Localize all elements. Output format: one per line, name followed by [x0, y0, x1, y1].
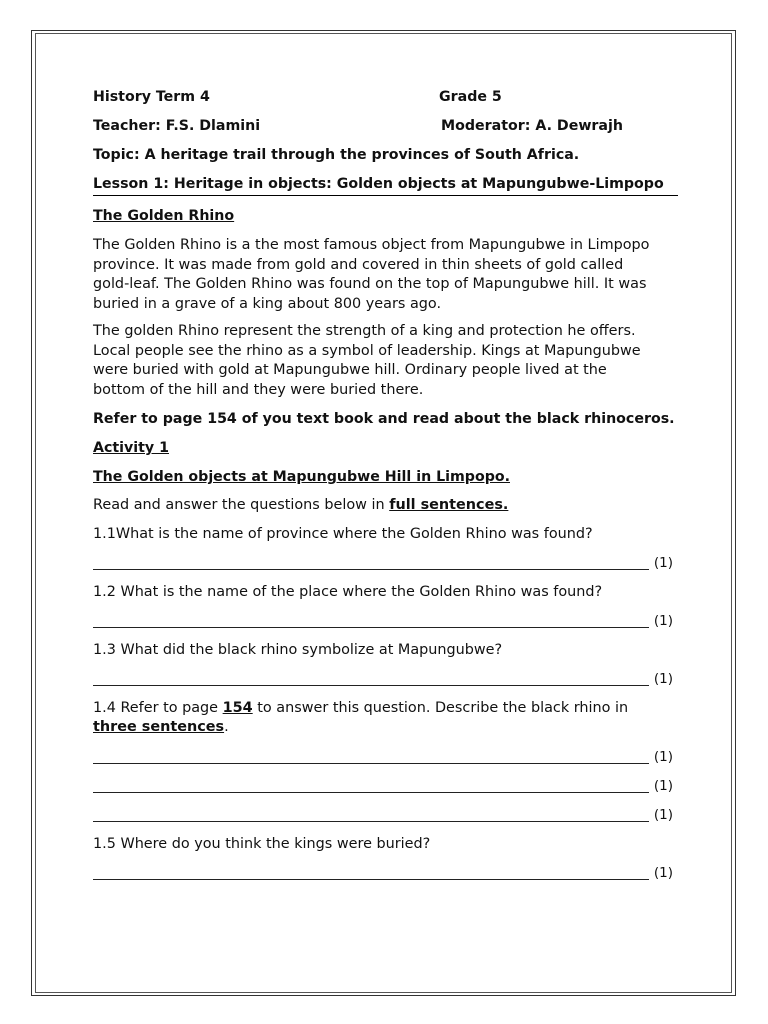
- answer-line-1-2[interactable]: [93, 627, 649, 628]
- mark-label: (1): [653, 778, 673, 794]
- activity-title: Activity 1: [93, 440, 169, 456]
- question-1-4: [93, 700, 628, 716]
- question-1-4-emphasis: three sentences: [93, 719, 225, 735]
- question-1-4-text: to answer this question. Describe the black rhino in: [252, 700, 629, 716]
- paragraph-2: [93, 322, 678, 400]
- mark-label: (1): [653, 671, 673, 687]
- paragraph-1: [93, 236, 678, 314]
- answer-row: [93, 806, 678, 826]
- answer-line-1-4b[interactable]: [93, 792, 649, 793]
- activity-subtitle: The Golden objects at Mapungubwe Hill in Limpopo.: [93, 469, 510, 485]
- paragraph-1-line: buried in a grave of a king about 800 years ago.: [93, 295, 442, 312]
- answer-row: [93, 670, 678, 690]
- answer-line-1-3[interactable]: [93, 685, 649, 686]
- topic-label: Topic: A heritage trail through the provinces of South Africa.: [93, 147, 580, 163]
- moderator-label: Moderator: A. Dewrajh: [441, 118, 623, 134]
- answer-row: [93, 777, 678, 797]
- mark-label: (1): [653, 865, 673, 881]
- teacher-label: Teacher: F.S. Dlamini: [93, 118, 261, 134]
- page-reference: 154: [222, 700, 253, 716]
- paragraph-1-line: province. It was made from gold and covered in thin sheets of gold called: [93, 256, 624, 273]
- instruction: [93, 497, 508, 513]
- answer-row: [93, 748, 678, 768]
- paragraph-1-line: gold-leaf. The Golden Rhino was found on the top of Mapungubwe hill. It was: [93, 276, 647, 292]
- mark-label: (1): [653, 613, 673, 629]
- answer-line-1-5[interactable]: [93, 879, 649, 880]
- reference-note: Refer to page 154 of you text book and read about the black rhinoceros.: [93, 411, 675, 427]
- question-1-2: 1.2 What is the name of the place where the Golden Rhino was found?: [93, 584, 603, 600]
- question-1-5: 1.5 Where do you think the kings were buried?: [93, 836, 431, 852]
- lesson-label: Lesson 1: Heritage in objects: Golden objects at Mapungubwe-Limpopo: [93, 176, 664, 192]
- paragraph-2-line: were buried with gold at Mapungubwe hill. Ordinary people lived at the: [93, 362, 607, 378]
- paragraph-2-line: The golden Rhino represent the strength of a king and protection he offers.: [93, 323, 636, 339]
- answer-line-1-4a[interactable]: [93, 763, 649, 764]
- paragraph-2-line: Local people see the rhino as a symbol of leadership. Kings at Mapungubwe: [93, 342, 641, 359]
- paragraph-1-line: The Golden Rhino is a the most famous object from Mapungubwe in Limpopo: [93, 237, 650, 253]
- answer-row: [93, 554, 678, 574]
- mark-label: (1): [653, 749, 673, 765]
- question-1-4-text: 1.4 Refer to page: [93, 700, 223, 716]
- answer-line-1-4c[interactable]: [93, 821, 649, 822]
- instruction-emphasis: full sentences.: [389, 497, 509, 513]
- answer-row: [93, 612, 678, 632]
- section-heading: The Golden Rhino: [93, 208, 235, 224]
- paragraph-2-line: bottom of the hill and they were buried there.: [93, 381, 424, 398]
- question-1-3: 1.3 What did the black rhino symbolize at Mapungubwe?: [93, 642, 503, 658]
- question-1-4-cont: [93, 719, 229, 735]
- question-1-4-end: .: [224, 719, 229, 735]
- answer-row: [93, 864, 678, 884]
- answer-line-1-1[interactable]: [93, 569, 649, 570]
- subject-label: History Term 4: [93, 89, 210, 105]
- grade-label: Grade 5: [439, 89, 502, 105]
- lesson-divider: [93, 195, 678, 196]
- question-1-1: 1.1What is the name of province where the Golden Rhino was found?: [93, 526, 593, 542]
- mark-label: (1): [653, 555, 673, 571]
- instruction-text: Read and answer the questions below in: [93, 497, 390, 513]
- mark-label: (1): [653, 807, 673, 823]
